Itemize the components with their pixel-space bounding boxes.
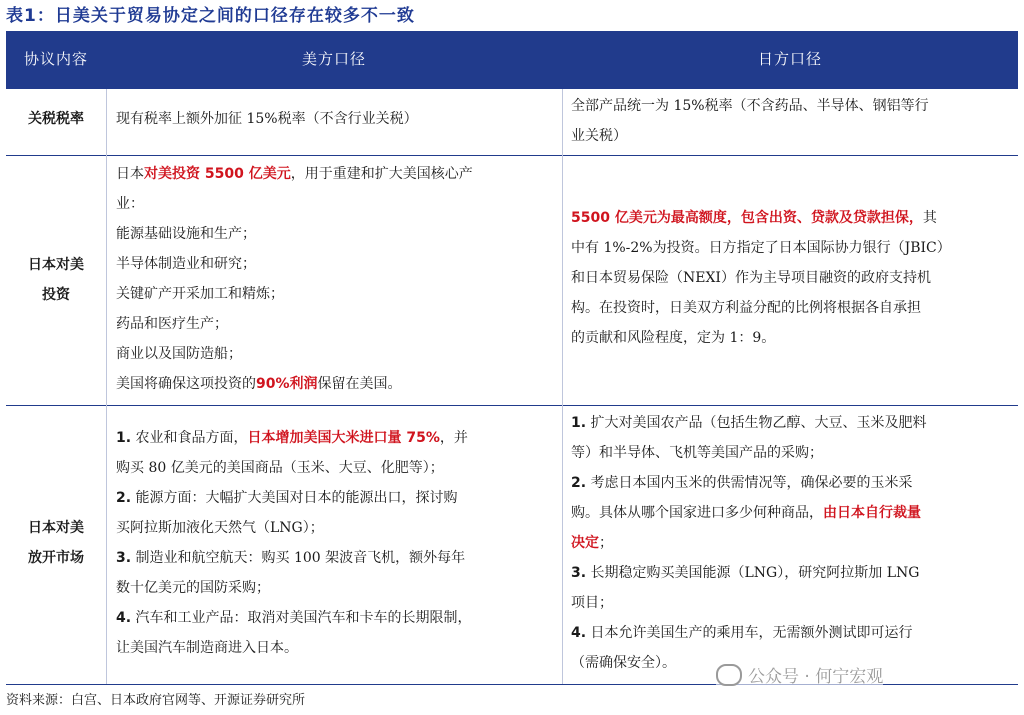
text-line: 关键矿产开采加工和精炼； bbox=[116, 286, 284, 302]
text-line bbox=[116, 603, 472, 633]
text-line bbox=[571, 408, 927, 438]
text-line: 让美国汽车制造商进入日本。 bbox=[116, 640, 298, 656]
text-span: 美国将确保这项投资的 bbox=[116, 376, 256, 392]
text-span: 长期稳定购买美国能源（LNG），研究阿拉斯加 LNG bbox=[586, 565, 920, 581]
row-divider bbox=[6, 88, 1018, 89]
text-span: 农业和食品方面， bbox=[131, 430, 248, 446]
header-col-agreement: 协议内容 bbox=[23, 50, 88, 68]
text-line: 半导体制造业和研究； bbox=[116, 256, 256, 272]
list-number: 1. bbox=[116, 430, 132, 446]
row-divider bbox=[6, 405, 1018, 406]
header-col-us: 美方口径 bbox=[301, 50, 366, 68]
text-line: 项目； bbox=[571, 595, 613, 611]
row-label-tariff: 关税税率 bbox=[28, 111, 84, 127]
list-number: 2. bbox=[116, 490, 132, 506]
text-line: 能源基础设施和生产； bbox=[116, 226, 256, 242]
text-line bbox=[116, 369, 473, 399]
text-line bbox=[116, 483, 472, 513]
text-span: ； bbox=[599, 535, 613, 551]
text-span: 购。具体从哪个国家进口多少何种商品， bbox=[571, 505, 823, 521]
text-span: 日本 bbox=[116, 166, 144, 182]
text-span: ，用于重建和扩大美国核心产 bbox=[290, 166, 473, 182]
watermark-text: 公众号 · 何宁宏观 bbox=[748, 667, 884, 687]
source-note: 资料来源：白宫、日本政府官网等、开源证券研究所 bbox=[6, 693, 306, 708]
text-line: 买阿拉斯加液化天然气（LNG）； bbox=[116, 520, 324, 536]
text-line: 全部产品统一为 15%税率（不含药品、半导体、钢铝等行 bbox=[571, 98, 929, 114]
highlight-text: 5500 亿美元为最高额度，包含出资、贷款及贷款担保， bbox=[571, 210, 923, 226]
text-line: 等）和半导体、飞机等美国产品的采购； bbox=[571, 445, 823, 461]
text-line: 业关税） bbox=[571, 128, 627, 144]
highlight-text: 日本增加美国大米进口量 75% bbox=[247, 430, 440, 446]
list-number: 1. bbox=[571, 415, 587, 431]
market-jp-text bbox=[571, 408, 927, 678]
investment-us-text bbox=[116, 159, 473, 399]
text-span: 能源方面：大幅扩大美国对日本的能源出口，探讨购 bbox=[131, 490, 458, 506]
text-line bbox=[571, 528, 927, 558]
tariff-us-text: 现有税率上额外加征 15%税率（不含行业关税） bbox=[116, 111, 418, 127]
text-line: （需确保安全）。 bbox=[571, 655, 676, 671]
column-divider bbox=[562, 89, 563, 684]
text-span: 保留在美国。 bbox=[317, 376, 402, 392]
highlight-text: 由日本自行裁量 bbox=[823, 505, 921, 521]
highlight-text: 90%利润 bbox=[256, 376, 318, 392]
text-line: 数十亿美元的国防采购； bbox=[116, 580, 270, 596]
tariff-jp-text bbox=[571, 91, 929, 151]
table-title: 表1：日美关于贸易协定之间的口径存在较多不一致 bbox=[6, 6, 415, 26]
text-line: 的贡献和风险程度，定为 1：9。 bbox=[571, 330, 776, 346]
text-line: 业： bbox=[116, 196, 144, 212]
row-label-investment bbox=[6, 250, 106, 310]
text-span: 汽车和工业产品：取消对美国汽车和卡车的长期限制， bbox=[131, 610, 472, 626]
text-line bbox=[571, 498, 927, 528]
investment-jp-text bbox=[571, 203, 951, 353]
text-line: 购买 80 亿美元的美国商品（玉米、大豆、化肥等）； bbox=[116, 460, 444, 476]
text-line: 药品和医疗生产； bbox=[116, 316, 228, 332]
text-span: 日本允许美国生产的乘用车，无需额外测试即可运行 bbox=[586, 625, 913, 641]
list-number: 4. bbox=[571, 625, 587, 641]
text-line: 商业以及国防造船； bbox=[116, 346, 242, 362]
text-line bbox=[571, 468, 927, 498]
text-line: 构。在投资时，日美双方利益分配的比例将根据各自承担 bbox=[571, 300, 921, 316]
market-us-text bbox=[116, 423, 472, 663]
table-header bbox=[6, 31, 1018, 88]
column-divider bbox=[106, 89, 107, 684]
list-number: 4. bbox=[116, 610, 132, 626]
text-line bbox=[116, 423, 472, 453]
list-number: 3. bbox=[116, 550, 132, 566]
text-line: 中有 1%-2%为投资。日方指定了日本国际协力银行（JBIC） bbox=[571, 240, 951, 256]
wechat-icon bbox=[716, 664, 742, 686]
label-line: 日本对美 bbox=[28, 257, 84, 273]
text-line bbox=[571, 558, 927, 588]
row-label-market bbox=[6, 513, 106, 573]
text-span: 扩大对美国农产品（包括生物乙醇、大豆、玉米及肥料 bbox=[586, 415, 927, 431]
text-line bbox=[116, 543, 472, 573]
text-line bbox=[116, 159, 473, 189]
text-span: ，并 bbox=[439, 430, 468, 446]
row-divider bbox=[6, 155, 1018, 156]
list-number: 2. bbox=[571, 475, 587, 491]
highlight-text: 决定 bbox=[571, 535, 599, 551]
text-span: 其 bbox=[922, 210, 937, 226]
list-number: 3. bbox=[571, 565, 587, 581]
text-line bbox=[571, 203, 951, 233]
label-line: 投资 bbox=[42, 287, 70, 303]
text-span: 制造业和航空航天：购买 100 架波音飞机，额外每年 bbox=[131, 550, 466, 566]
watermark bbox=[716, 664, 883, 690]
text-line bbox=[571, 618, 927, 648]
header-col-japan: 日方口径 bbox=[757, 50, 822, 68]
label-line: 放开市场 bbox=[28, 550, 84, 566]
label-line: 日本对美 bbox=[28, 520, 84, 536]
text-span: 考虑日本国内玉米的供需情况等，确保必要的玉米采 bbox=[586, 475, 913, 491]
highlight-text: 对美投资 5500 亿美元 bbox=[144, 166, 291, 182]
text-line: 和日本贸易保险（NEXI）作为主导项目融资的政府支持机 bbox=[571, 270, 931, 286]
